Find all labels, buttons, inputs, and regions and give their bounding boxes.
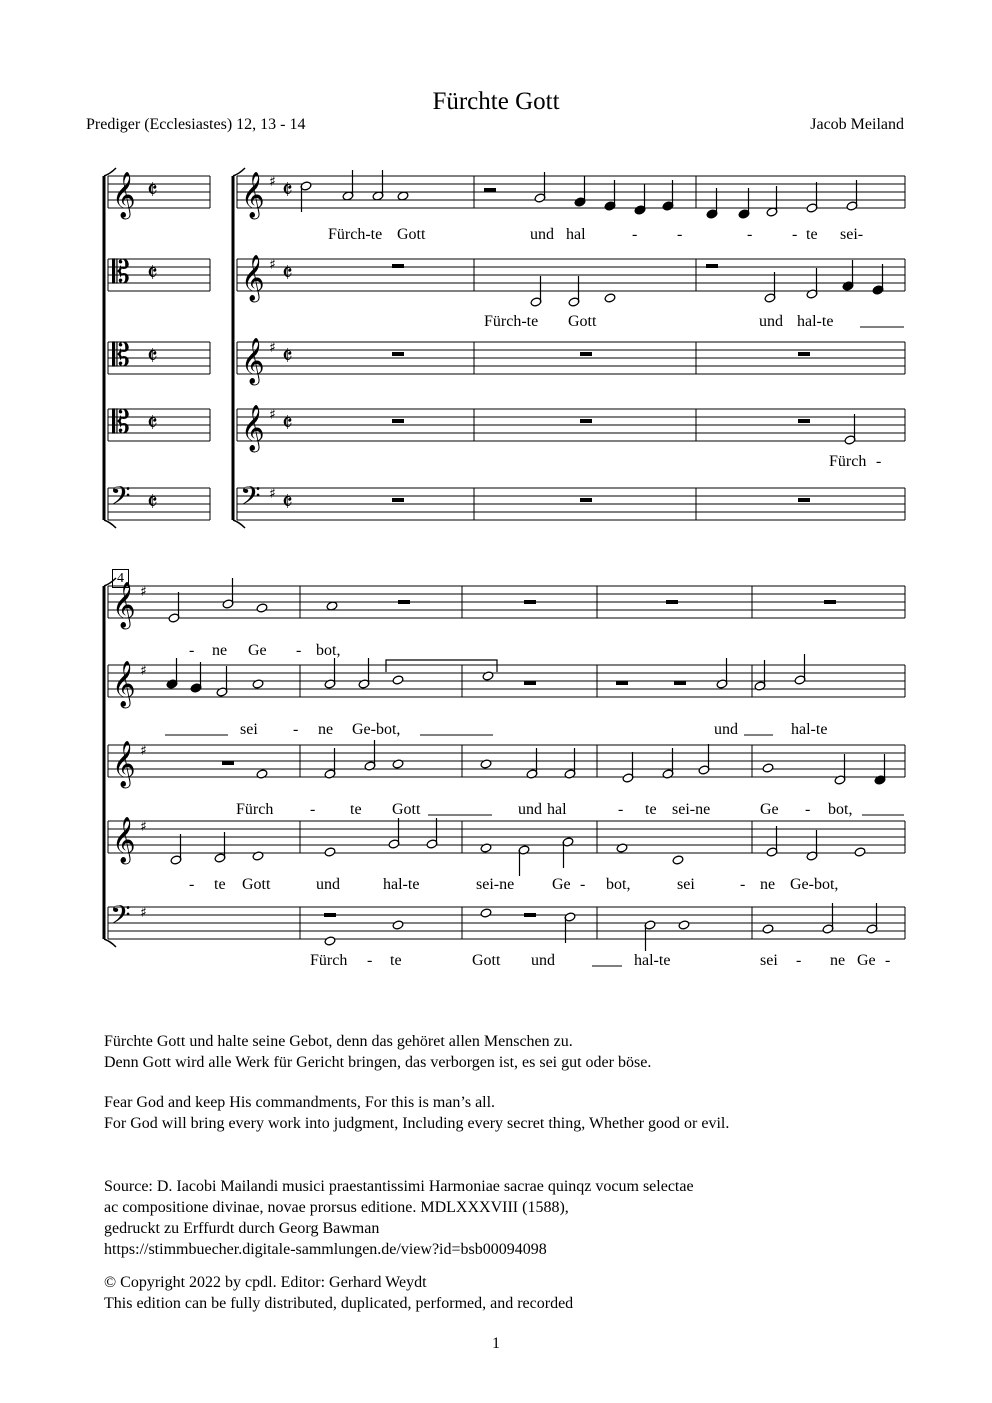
copyright-line: This edition can be fully distributed, duplicated, performed, and recorded xyxy=(104,1295,574,1312)
measure-number: 4 xyxy=(112,569,129,588)
rest xyxy=(392,352,404,356)
lyrics-system2-voice1 xyxy=(189,642,340,659)
bass-clef: 𝄢 xyxy=(240,480,261,518)
bass-clef: 𝄢 xyxy=(110,899,131,937)
rest xyxy=(392,264,404,268)
lyric-syllable: ne xyxy=(212,642,228,659)
treble-clef: 𝄞 xyxy=(112,661,136,707)
lyric-syllable: sei xyxy=(760,952,778,969)
alto-clef: 𝄡 xyxy=(112,403,130,441)
lyric-syllable: Fürch-te xyxy=(328,226,383,243)
cut-time-sign: 𝄵 xyxy=(282,409,293,437)
lyric-syllable: Gott xyxy=(472,952,501,969)
note-head xyxy=(252,679,264,689)
rest xyxy=(580,419,592,423)
lyric-syllable: sei-ne xyxy=(672,801,711,818)
sharp-sign: ♯ xyxy=(269,486,276,502)
lyric-syllable: und xyxy=(518,801,542,818)
alto-clef: 𝄡 xyxy=(112,336,130,374)
lyric-syllable: Ge xyxy=(857,952,876,969)
note-head xyxy=(256,603,268,613)
note-head xyxy=(256,769,268,779)
lyric-syllable: Fürch xyxy=(236,801,274,818)
rest xyxy=(580,352,592,356)
note-head xyxy=(672,855,684,865)
lyric-syllable: Ge xyxy=(552,876,571,893)
lyrics-system2-voice2 xyxy=(165,721,827,738)
english-text xyxy=(104,1092,729,1134)
bass-clef: 𝄢 xyxy=(110,480,131,518)
rest xyxy=(222,761,234,765)
lyric-syllable: - xyxy=(677,226,683,243)
rest xyxy=(798,498,810,502)
lyric-syllable: - xyxy=(296,642,302,659)
page-number: 1 xyxy=(492,1335,500,1352)
cut-time-sign: 𝄵 xyxy=(282,176,293,204)
treble-clef: 𝄞 xyxy=(112,817,136,863)
german-text-line: Denn Gott wird alle Werk für Gericht bringen, das verborgen ist, es sei gut oder böse. xyxy=(104,1054,652,1071)
lyric-syllable: - xyxy=(618,801,624,818)
german-text xyxy=(104,1031,651,1073)
sharp-sign: ♯ xyxy=(269,174,276,190)
lyric-syllable: hal-te xyxy=(791,721,828,738)
german-text-line: Fürchte Gott und halte seine Gebot, denn das gehöret allen Menschen zu. xyxy=(104,1033,573,1050)
lyric-syllable: Ge xyxy=(760,801,779,818)
notes xyxy=(166,170,886,951)
rest xyxy=(798,419,810,423)
copyright-line: © Copyright 2022 by cpdl. Editor: Gerhard Weydt xyxy=(104,1274,427,1291)
clefs xyxy=(110,172,293,937)
rest xyxy=(524,913,536,917)
sharp-sign: ♯ xyxy=(140,819,147,835)
lyric-syllable: - xyxy=(189,642,195,659)
sharp-sign: ♯ xyxy=(140,743,147,759)
lyric-syllable: - xyxy=(805,801,811,818)
lyric-syllable: Fürch-te xyxy=(484,313,539,330)
lyric-syllable: Gott xyxy=(568,313,597,330)
lyric-syllable: Fürch xyxy=(310,952,348,969)
sharp-sign: ♯ xyxy=(140,905,147,921)
page-title: Fürchte Gott xyxy=(432,88,560,115)
source-citation xyxy=(104,1176,694,1260)
lyric-syllable: te xyxy=(214,876,226,893)
note-head xyxy=(604,293,616,303)
sharp-sign: ♯ xyxy=(140,584,147,600)
sharp-sign: ♯ xyxy=(269,407,276,423)
rest xyxy=(484,188,496,192)
lyric-syllable: und xyxy=(714,721,738,738)
cut-time-sign: 𝄵 xyxy=(282,259,293,287)
cut-time-sign: 𝄵 xyxy=(147,488,158,516)
lyric-syllable: - xyxy=(189,876,195,893)
rest xyxy=(616,681,628,685)
lyric-syllable: bot, xyxy=(606,876,631,893)
lyric-syllable: - xyxy=(293,721,299,738)
note-head xyxy=(324,847,336,857)
cut-time-sign: 𝄵 xyxy=(282,342,293,370)
rest xyxy=(524,600,536,604)
lyric-syllable: hal xyxy=(547,801,567,818)
lyric-syllable: Gott xyxy=(242,876,271,893)
treble-clef: 𝄞 xyxy=(112,172,136,218)
lyric-syllable: Fürch xyxy=(829,453,867,470)
copyright-notice xyxy=(104,1272,573,1314)
note-head xyxy=(762,763,774,773)
lyric-syllable: und xyxy=(316,876,340,893)
rest xyxy=(706,264,718,268)
sharp-sign: ♯ xyxy=(140,663,147,679)
treble-clef: 𝄞 xyxy=(112,741,136,787)
sharp-sign: ♯ xyxy=(269,257,276,273)
source-url: https://stimmbuecher.digitale-sammlungen.de/view?id=bsb00094098 xyxy=(104,1241,547,1258)
english-text-line: Fear God and keep His commandments, For this is man’s all. xyxy=(104,1094,496,1111)
note-head xyxy=(480,908,492,918)
lyric-syllable: Ge xyxy=(248,642,267,659)
note-head xyxy=(392,759,404,769)
ligature-bracket xyxy=(386,660,497,672)
rest xyxy=(324,913,336,917)
lyric-syllable: - xyxy=(367,952,373,969)
cut-time-sign: 𝄵 xyxy=(147,409,158,437)
sharp-sign: ♯ xyxy=(269,340,276,356)
rest xyxy=(824,600,836,604)
bible-reference: Prediger (Ecclesiastes) 12, 13 - 14 xyxy=(86,116,306,133)
lyrics-system1-voice4 xyxy=(829,453,881,470)
lyric-syllable: Gott xyxy=(392,801,421,818)
lyric-syllable: und xyxy=(530,226,554,243)
lyric-syllable: sei-ne xyxy=(476,876,515,893)
rest xyxy=(666,600,678,604)
lyric-syllable: - xyxy=(632,226,638,243)
note-head xyxy=(762,924,774,934)
note-head xyxy=(480,843,492,853)
lyric-syllable: hal-te xyxy=(797,313,834,330)
lyric-syllable: - xyxy=(792,226,798,243)
note-head xyxy=(482,671,494,681)
lyric-syllable: und xyxy=(759,313,783,330)
cut-time-sign: 𝄵 xyxy=(147,176,158,204)
lyric-syllable: ne xyxy=(830,952,846,969)
lyric-syllable: - xyxy=(796,952,802,969)
lyric-syllable: - xyxy=(740,876,746,893)
source-line: ac compositione divinae, novae prorsus editione. MDLXXXVIII (1588), xyxy=(104,1199,569,1216)
lyrics-system2-voice3 xyxy=(236,801,904,818)
rest xyxy=(392,498,404,502)
rest xyxy=(674,681,686,685)
lyric-syllable: te xyxy=(350,801,362,818)
note-head xyxy=(392,920,404,930)
bracket-hook xyxy=(104,520,116,528)
cut-time-sign: 𝄵 xyxy=(282,488,293,516)
composer-name: Jacob Meiland xyxy=(810,116,904,133)
source-line: Source: D. Iacobi Mailandi musici praestantissimi Harmoniae sacrae quinqz vocum selectae xyxy=(104,1178,694,1195)
treble-clef: 𝄞 xyxy=(241,405,265,451)
staff-lines xyxy=(108,176,905,939)
rest xyxy=(398,600,410,604)
lyric-syllable: te xyxy=(806,226,818,243)
lyric-syllable: - xyxy=(580,876,586,893)
cut-time-sign: 𝄵 xyxy=(147,342,158,370)
lyric-syllable: sei- xyxy=(840,226,864,243)
lyric-syllable: hal-te xyxy=(383,876,420,893)
lyric-syllable: Gott xyxy=(397,226,426,243)
rest xyxy=(524,681,536,685)
lyric-syllable: - xyxy=(310,801,316,818)
lyric-syllable: hal xyxy=(566,226,586,243)
lyrics-system2-voice5 xyxy=(310,952,890,969)
note-head xyxy=(324,936,336,946)
lyrics-system1-voice1 xyxy=(328,226,863,243)
alto-clef: 𝄡 xyxy=(112,253,130,291)
treble-clef: 𝄞 xyxy=(241,338,265,384)
lyric-syllable: - xyxy=(876,453,882,470)
lyric-syllable: Ge-bot, xyxy=(352,721,401,738)
note-head xyxy=(252,851,264,861)
note-head xyxy=(616,843,628,853)
lyric-syllable: ne xyxy=(760,876,776,893)
barlines xyxy=(108,176,905,939)
treble-clef: 𝄞 xyxy=(241,172,265,218)
note-head xyxy=(480,759,492,769)
english-text-line: For God will bring every work into judgment, Including every secret thing, Whether good or evil. xyxy=(104,1115,730,1132)
lyric-syllable: te xyxy=(390,952,402,969)
treble-clef: 𝄞 xyxy=(112,582,136,628)
treble-clef: 𝄞 xyxy=(241,255,265,301)
lyric-syllable: ne xyxy=(318,721,334,738)
lyric-syllable: sei xyxy=(677,876,695,893)
lyric-syllable: Ge-bot, xyxy=(790,876,839,893)
lyric-syllable: bot, xyxy=(316,642,341,659)
rest xyxy=(580,498,592,502)
lyrics-system1-voice2 xyxy=(484,313,904,330)
lyric-syllable: - xyxy=(747,226,753,243)
source-line: gedruckt zu Erffurdt durch Georg Bawman xyxy=(104,1220,380,1237)
cut-time-sign: 𝄵 xyxy=(147,259,158,287)
note-head xyxy=(854,847,866,857)
lyric-syllable: hal-te xyxy=(634,952,671,969)
lyric-syllable: te xyxy=(645,801,657,818)
note-head xyxy=(392,675,404,685)
rest xyxy=(798,352,810,356)
lyric-syllable: bot, xyxy=(828,801,853,818)
lyric-syllable: - xyxy=(885,952,891,969)
bracket-hook xyxy=(104,939,116,947)
lyrics-system2-voice4 xyxy=(189,876,838,893)
bracket-hook xyxy=(233,520,245,528)
lyric-syllable: sei xyxy=(240,721,258,738)
note-head xyxy=(678,920,690,930)
rest xyxy=(392,419,404,423)
lyric-syllable: und xyxy=(531,952,555,969)
